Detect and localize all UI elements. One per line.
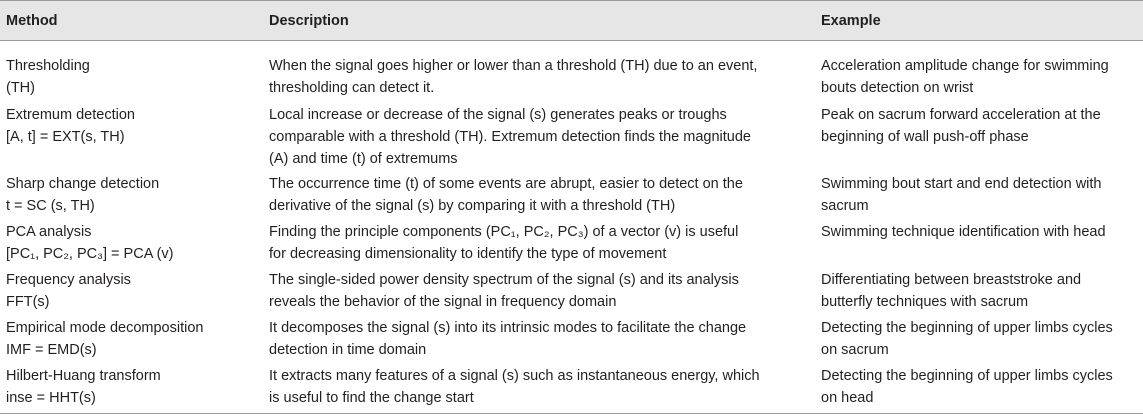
description-cell [269, 104, 809, 170]
example-line: Swimming bout start and end detection with [821, 176, 1102, 192]
description-line: It extracts many features of a signal (s) such as instantaneous energy, which [269, 368, 760, 384]
header-method: Method [6, 13, 58, 29]
description-cell [269, 221, 809, 265]
method-name: Empirical mode decomposition [6, 320, 204, 336]
example-cell [821, 269, 1139, 313]
example-cell [821, 221, 1139, 243]
method-name: Extremum detection [6, 107, 135, 123]
description-line: is useful to find the change start [269, 390, 474, 406]
example-cell [821, 173, 1139, 217]
description-line: It decomposes the signal (s) into its intrinsic modes to facilitate the change [269, 320, 747, 336]
example-cell [821, 104, 1139, 148]
description-line: The occurrence time (t) of some events are abrupt, easier to detect on the [269, 176, 743, 192]
description-cell [269, 269, 809, 313]
description-cell [269, 365, 809, 409]
method-cell [6, 55, 256, 99]
method-cell [6, 365, 256, 409]
description-line: Local increase or decrease of the signal (s) generates peaks or troughs [269, 107, 727, 123]
method-cell [6, 173, 256, 217]
example-cell [821, 317, 1139, 361]
method-formula: FFT(s) [6, 294, 50, 310]
description-line: comparable with a threshold (TH). Extremum detection finds the magnitude [269, 129, 751, 145]
table-bottom-rule [0, 413, 1143, 414]
example-line: beginning of wall push-off phase [821, 129, 1029, 145]
method-cell [6, 269, 256, 313]
description-line: (A) and time (t) of extremums [269, 151, 458, 167]
description-cell [269, 55, 809, 99]
example-line: Peak on sacrum forward acceleration at the [821, 107, 1101, 123]
example-line: sacrum [821, 198, 869, 214]
method-formula: [A, t] = EXT(s, TH) [6, 129, 125, 145]
example-line: butterfly techniques with sacrum [821, 294, 1029, 310]
method-formula: [PC₁, PC₂, PC₃] = PCA (v) [6, 246, 174, 262]
method-name: Sharp change detection [6, 176, 160, 192]
method-cell [6, 317, 256, 361]
example-line: Detecting the beginning of upper limbs cycles [821, 368, 1113, 384]
example-line: Acceleration amplitude change for swimming [821, 58, 1109, 74]
description-line: When the signal goes higher or lower than a threshold (TH) due to an event, [269, 58, 758, 74]
description-line: Finding the principle components (PC₁, PC₂, PC₃) of a vector (v) is useful [269, 224, 739, 240]
method-formula: inse = HHT(s) [6, 390, 96, 406]
method-formula: (TH) [6, 80, 35, 96]
method-formula: IMF = EMD(s) [6, 342, 97, 358]
description-cell [269, 173, 809, 217]
description-line: The single-sided power density spectrum of the signal (s) and its analysis [269, 272, 739, 288]
example-line: Swimming technique identification with head [821, 224, 1106, 240]
description-line: derivative of the signal (s) by comparing it with a threshold (TH) [269, 198, 676, 214]
method-cell [6, 221, 256, 265]
method-formula: t = SC (s, TH) [6, 198, 95, 214]
description-line: reveals the behavior of the signal in frequency domain [269, 294, 617, 310]
example-cell [821, 55, 1139, 99]
example-line: Detecting the beginning of upper limbs cycles [821, 320, 1113, 336]
example-line: Differentiating between breaststroke and [821, 272, 1082, 288]
table-header [0, 0, 1143, 41]
description-cell [269, 317, 809, 361]
method-name: Hilbert-Huang transform [6, 368, 161, 384]
description-line: thresholding can detect it. [269, 80, 435, 96]
method-cell [6, 104, 256, 148]
method-name: PCA analysis [6, 224, 92, 240]
description-line: for decreasing dimensionality to identify the type of movement [269, 246, 667, 262]
method-name: Frequency analysis [6, 272, 131, 288]
example-line: on sacrum [821, 342, 889, 358]
description-line: detection in time domain [269, 342, 427, 358]
header-description: Description [269, 13, 349, 29]
example-line: on head [821, 390, 874, 406]
example-cell [821, 365, 1139, 409]
method-name: Thresholding [6, 58, 90, 74]
example-line: bouts detection on wrist [821, 80, 974, 96]
header-example: Example [821, 13, 881, 29]
